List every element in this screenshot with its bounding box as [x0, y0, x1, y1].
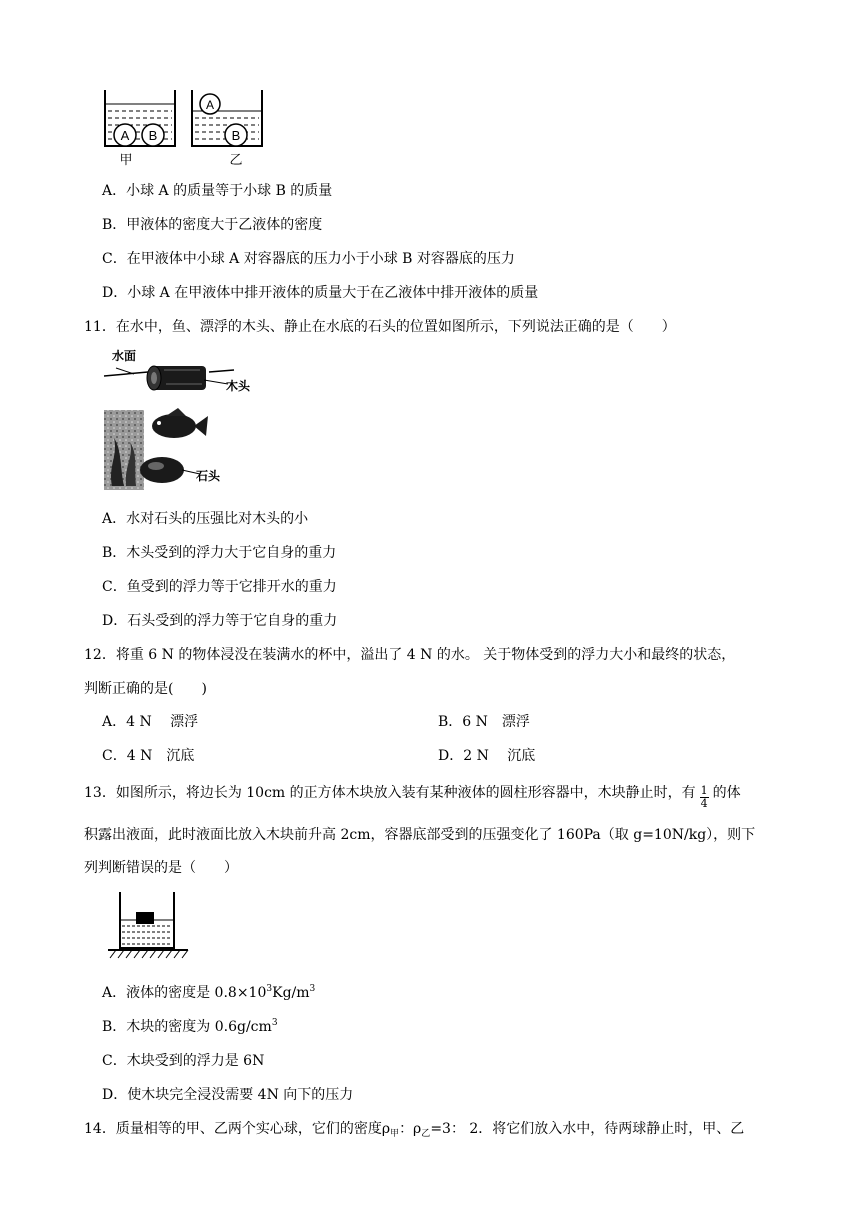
q14-stem: 14．质量相等的甲、乙两个实心球，它们的密度$\rho_甲$：$\rho_乙=3$： 2．将它们放入水中，待两球静止时，甲、乙 — [84, 1121, 745, 1139]
beaker-yi — [192, 90, 262, 146]
q13-stem-a: 13．如图所示，将边长为 10cm 的正方体木块放入装有某种液体的圆柱形容器中，木块静止时，有 — [84, 785, 696, 801]
q13-figure — [108, 890, 192, 962]
label-jia: 甲 — [119, 153, 133, 168]
q12-option-b: B．6 N 漂浮 — [438, 714, 530, 730]
q13-option-c: C．木块受到的浮力是 6N — [102, 1053, 265, 1069]
q13-stem-line2: 积露出液面，此时液面比放入木块前升高 2cm，容器底部受到的压强变化了 160Pa（取 g=10N/kg），则下 — [84, 827, 756, 843]
q12-option-a: A．4 N 漂浮 — [102, 714, 199, 730]
q13-stem-line3: 列判断错误的是（ ） — [84, 860, 238, 876]
q11-option-c: C．鱼受到的浮力等于它排开水的重力 — [102, 579, 337, 595]
fish — [152, 408, 208, 438]
q13-stem-line1 — [84, 782, 741, 810]
underwater-scene — [104, 410, 144, 490]
wood-block — [136, 912, 154, 924]
q11-option-d: D．石头受到的浮力等于它自身的重力 — [102, 613, 338, 629]
q13-option-b: B．木块的密度为 $0.6g/cm^3$ — [102, 1018, 278, 1035]
q13-stem-b: 的体 — [712, 785, 741, 801]
q10-option-a: A．小球 A 的质量等于小球 B 的质量 — [102, 183, 333, 199]
q11-figure — [104, 346, 274, 492]
beaker-jia — [105, 90, 175, 146]
q11-option-a: A．水对石头的压强比对木头的小 — [102, 511, 309, 527]
q10-option-c: C．在甲液体中小球 A 对容器底的压力小于小球 B 对容器底的压力 — [102, 251, 515, 267]
q12-option-d: D．2 N 沉底 — [438, 748, 536, 764]
q12-stem-line1: 12．将重 6 N 的物体浸没在装满水的杯中，溢出了 4 N 的水。 关于物体受到的浮力大小和最终的状态， — [84, 647, 736, 663]
stone-label: 石头 — [196, 469, 221, 483]
q10-option-d: D．小球 A 在甲液体中排开液体的质量大于在乙液体中排开液体的质量 — [102, 285, 539, 301]
stone — [140, 457, 184, 483]
q11-option-b: B．木头受到的浮力大于它自身的重力 — [102, 545, 337, 561]
ball-a-label-yi: A — [205, 98, 215, 112]
ball-b-label-jia: B — [148, 128, 158, 143]
q12-stem-line2: 判断正确的是( ) — [84, 681, 207, 697]
q13-option-d: D．使木块完全浸没需要 4N 向下的压力 — [102, 1087, 354, 1103]
q13-fraction-denominator: 4 — [700, 797, 708, 810]
water-surface-label: 水面 — [112, 349, 137, 363]
ball-a-label-jia: A — [120, 128, 130, 143]
q10-option-b: B．甲液体的密度大于乙液体的密度 — [102, 217, 323, 233]
q13-fraction-numerator: 1 — [700, 784, 708, 797]
q12-option-c: C．4 N 沉底 — [102, 748, 195, 764]
q13-fraction — [700, 785, 709, 810]
label-yi: 乙 — [229, 153, 243, 168]
q13-option-a: A．液体的密度是 $0.8\times 10^3Kg/m^3$ — [102, 984, 316, 1001]
wood-label: 木头 — [226, 379, 251, 393]
wood-log — [147, 366, 206, 390]
ball-b-label-yi: B — [231, 128, 241, 143]
q10-figure — [100, 86, 280, 170]
q11-stem: 11．在水中，鱼、漂浮的木头、静止在水底的石头的位置如图所示，下列说法正确的是（ ） — [84, 319, 676, 335]
